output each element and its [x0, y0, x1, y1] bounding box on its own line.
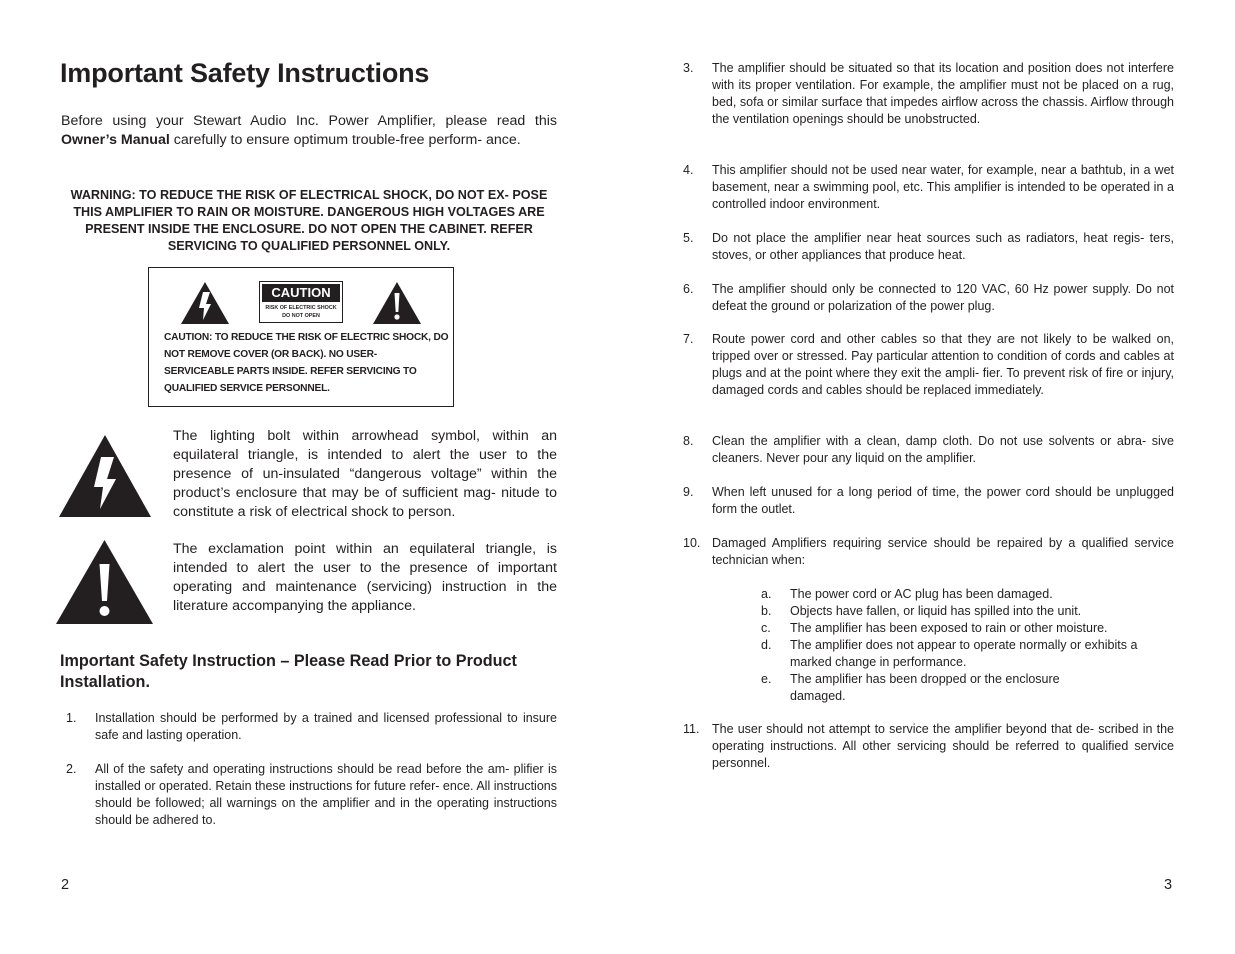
list-item [683, 484, 1174, 518]
item-number: 2. [66, 762, 77, 776]
item-text: Do not place the amplifier near heat sources such as radiators, heat regis- ters, stoves, or other appliances that produce heat. [712, 231, 1174, 262]
sub-list-item [761, 620, 1174, 637]
item-text: The amplifier should be situated so that its location and position does not interfere with its proper ventilation. For example, the amplifier must not be placed on a rug, bed, sofa or similar surface that impedes airflow across the chassis. Airflow through the ventilation openings should be unobstructed. [712, 61, 1174, 126]
item-text: The amplifier should only be connected to 120 VAC, 60 Hz power supply. Do not defeat the ground or polarization of the power plug. [712, 282, 1174, 313]
sub-item-letter: b. [761, 604, 772, 618]
list-item [683, 331, 1174, 399]
item-text: Clean the amplifier with a clean, damp cloth. Do not use solvents or abra- sive cleaners. Never pour any liquid on the amplifier. [712, 434, 1174, 465]
sub-list-item [761, 603, 1174, 620]
item-text: The user should not attempt to service the amplifier beyond that de- scribed in the operating instructions. All other servicing should be referred to qualified service personnel. [712, 722, 1174, 770]
caution-box [148, 267, 454, 407]
caution-sub-line1: RISK OF ELECTRIC SHOCK [265, 305, 337, 311]
sub-list [761, 586, 1174, 705]
sub-list-item [761, 586, 1174, 603]
bolt-symbol-description: The lighting bolt within arrowhead symbol, within an equilateral triangle, is intended to alert the user to the presence of un-insulated “dangerous voltage” within the product’s enclosure that may be of sufficient mag- nitude to constitute a risk of electrical shock to person. [173, 428, 557, 520]
item-text: All of the safety and operating instructions should be read before the am- plifier is installed or operated. Retain these instructions for future refer- ence. All instructions should be followed; all warnings on the amplifier and in the operating instructions should be adhered to. [95, 762, 557, 827]
sub-item-letter: a. [761, 587, 772, 601]
lightning-bolt-triangle-icon [181, 282, 229, 324]
item-number: 4. [683, 163, 694, 177]
owners-manual-text: Owner’s Manual [61, 132, 170, 148]
item-number: 6. [683, 282, 694, 296]
lightning-bolt-triangle-icon [59, 435, 151, 517]
sub-item-letter: d. [761, 638, 772, 652]
item-number: 9. [683, 485, 694, 499]
list-item [683, 721, 1174, 772]
list-item [683, 60, 1174, 128]
item-number: 8. [683, 434, 694, 448]
sub-item-letter: e. [761, 672, 772, 686]
caution-label [259, 281, 343, 323]
sub-list-item [761, 637, 1174, 671]
page-title: Important Safety Instructions [60, 58, 430, 88]
sub-item-text: The power cord or AC plug has been damaged. [790, 587, 1053, 601]
item-number: 5. [683, 231, 694, 245]
caution-subtext [260, 305, 342, 320]
sub-item-text: The amplifier has been exposed to rain or other moisture. [790, 621, 1108, 635]
item-text: Route power cord and other cables so that they are not likely to be walked on, tripped over or stressed. Pay particular attention to condition of cords and cables at plugs and at the point where they exit the ampli- fier. To prevent risk of fire or injury, damaged cords and cables should be replaced immediately. [712, 332, 1174, 397]
sub-item-letter: c. [761, 621, 771, 635]
item-text: Installation should be performed by a trained and licensed professional to insure safe and lasting operation. [95, 711, 557, 742]
page-number: 3 [1164, 877, 1173, 893]
item-number: 1. [66, 711, 77, 725]
list-item [683, 433, 1174, 467]
exclamation-triangle-icon [373, 282, 421, 324]
list-item [66, 761, 557, 829]
list-item [683, 281, 1174, 315]
item-number: 3. [683, 61, 694, 75]
list-item [683, 535, 1174, 569]
item-number: 10. [683, 536, 701, 550]
exclamation-symbol-description: The exclamation point within an equilateral triangle, is intended to alert the user to the presence of important operating and maintenance (servicing) instruction in the literature accompanying the appliance. [173, 541, 557, 614]
page-number: 2 [61, 877, 70, 893]
intro-after: carefully to ensure optimum trouble-free perform- ance. [169, 132, 521, 148]
caution-text: CAUTION: TO REDUCE THE RISK OF ELECTRIC SHOCK, DO NOT REMOVE COVER (OR BACK). NO USER- SERVICEABLE PARTS INSIDE. REFER SERVICING TO QUALIFIED SERVICE PERSONNEL. [164, 332, 449, 394]
item-number: 11. [683, 722, 700, 736]
sub-item-text: The amplifier has been dropped or the enclosure damaged. [790, 672, 1060, 703]
intro-before: Before using your Stewart Audio Inc. Power Amplifier, please read this [61, 113, 557, 129]
sub-list-item [761, 671, 1174, 705]
sub-item-text: The amplifier does not appear to operate normally or exhibits a marked change in performance. [790, 638, 1138, 669]
list-item [66, 710, 557, 744]
item-text: Damaged Amplifiers requiring service should be repaired by a qualified service technician when: [712, 536, 1174, 567]
sub-item-text: Objects have fallen, or liquid has spilled into the unit. [790, 604, 1082, 618]
item-text: This amplifier should not be used near water, for example, near a bathtub, in a wet basement, near a swimming pool, etc. This amplifier is intended to be operated in a controlled indoor environment. [712, 163, 1174, 211]
item-number: 7. [683, 332, 694, 346]
section-heading: Important Safety Instruction – Please Read Prior to Product Installation. [60, 652, 517, 691]
list-item [683, 162, 1174, 213]
item-text: When left unused for a long period of time, the power cord should be unplugged form the outlet. [712, 485, 1174, 516]
intro-paragraph [61, 112, 557, 150]
list-item [683, 230, 1174, 264]
caution-sub-line2: DO NOT OPEN [282, 312, 320, 319]
warning-text: WARNING: TO REDUCE THE RISK OF ELECTRICAL SHOCK, DO NOT EX- POSE THIS AMPLIFIER TO RAIN OR MOISTURE. DANGEROUS HIGH VOLTAGES ARE PRESENT INSIDE THE ENCLOSURE. DO NOT OPEN THE CABINET. REFER SERVICING TO QUALIFIED PERSONNEL ONLY. [70, 188, 548, 253]
caution-heading: CAUTION [262, 284, 340, 302]
left-page [0, 0, 617, 954]
exclamation-triangle-icon [56, 540, 153, 624]
